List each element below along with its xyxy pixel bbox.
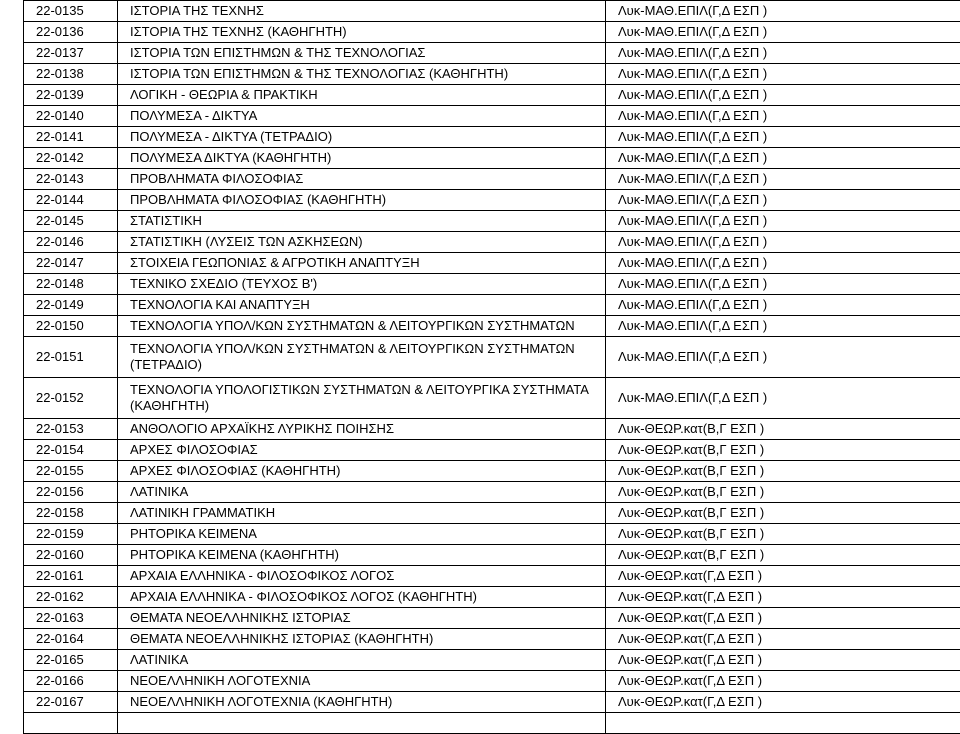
book-code-cell: 22-0137 — [24, 43, 118, 64]
book-code-cell: 22-0146 — [24, 232, 118, 253]
book-title-cell: ΑΝΘΟΛΟΓΙΟ ΑΡΧΑΪΚΗΣ ΛΥΡΙΚΗΣ ΠΟΙΗΣΗΣ — [118, 419, 606, 440]
book-code-cell: 22-0147 — [24, 253, 118, 274]
book-code-cell: 22-0162 — [24, 587, 118, 608]
table-row — [24, 461, 960, 482]
table-row — [24, 1, 960, 22]
book-title-cell: ΛΟΓΙΚΗ - ΘΕΩΡΙΑ & ΠΡΑΚΤΙΚΗ — [118, 85, 606, 106]
table-row — [24, 378, 960, 419]
table-row — [24, 337, 960, 378]
book-title-cell: ΘΕΜΑΤΑ ΝΕΟΕΛΛΗΝΙΚΗΣ ΙΣΤΟΡΙΑΣ (ΚΑΘΗΓΗΤΗ) — [118, 629, 606, 650]
book-title-cell: ΛΑΤΙΝΙΚΑ — [118, 482, 606, 503]
book-category-cell: Λυκ-ΜΑΘ.ΕΠΙΛ(Γ,Δ ΕΣΠ ) — [606, 316, 960, 337]
book-code-cell: 22-0155 — [24, 461, 118, 482]
book-code-cell: 22-0167 — [24, 692, 118, 713]
table-row — [24, 482, 960, 503]
book-code-cell: 22-0161 — [24, 566, 118, 587]
table-row — [24, 274, 960, 295]
book-category-cell: Λυκ-ΜΑΘ.ΕΠΙΛ(Γ,Δ ΕΣΠ ) — [606, 274, 960, 295]
table-row — [24, 253, 960, 274]
book-code-cell: 22-0153 — [24, 419, 118, 440]
book-title-cell: ΙΣΤΟΡΙΑ ΤΗΣ ΤΕΧΝΗΣ (ΚΑΘΗΓΗΤΗ) — [118, 22, 606, 43]
book-category-cell: Λυκ-ΘΕΩΡ.κατ(Γ,Δ ΕΣΠ ) — [606, 671, 960, 692]
table-row — [24, 440, 960, 461]
book-category-cell: Λυκ-ΜΑΘ.ΕΠΙΛ(Γ,Δ ΕΣΠ ) — [606, 253, 960, 274]
book-code-cell: 22-0160 — [24, 545, 118, 566]
table-row — [24, 524, 960, 545]
table-row — [24, 190, 960, 211]
table-row — [24, 692, 960, 713]
book-code-cell: 22-0164 — [24, 629, 118, 650]
book-category-cell: Λυκ-ΜΑΘ.ΕΠΙΛ(Γ,Δ ΕΣΠ ) — [606, 127, 960, 148]
table-row — [24, 545, 960, 566]
book-code-cell: 22-0152 — [24, 378, 118, 419]
table-row — [24, 608, 960, 629]
book-category-cell: Λυκ-ΘΕΩΡ.κατ(Β,Γ ΕΣΠ ) — [606, 524, 960, 545]
book-code-cell: 22-0154 — [24, 440, 118, 461]
book-title-cell: ΣΤΑΤΙΣΤΙΚΗ (ΛΥΣΕΙΣ ΤΩΝ ΑΣΚΗΣΕΩΝ) — [118, 232, 606, 253]
book-category-cell: Λυκ-ΜΑΘ.ΕΠΙΛ(Γ,Δ ΕΣΠ ) — [606, 190, 960, 211]
book-title-cell: ΑΡΧΕΣ ΦΙΛΟΣΟΦΙΑΣ (ΚΑΘΗΓΗΤΗ) — [118, 461, 606, 482]
book-category-cell: Λυκ-ΜΑΘ.ΕΠΙΛ(Γ,Δ ΕΣΠ ) — [606, 64, 960, 85]
book-category-cell: Λυκ-ΘΕΩΡ.κατ(Γ,Δ ΕΣΠ ) — [606, 587, 960, 608]
book-category-cell: Λυκ-ΘΕΩΡ.κατ(Β,Γ ΕΣΠ ) — [606, 482, 960, 503]
book-code-cell: 22-0158 — [24, 503, 118, 524]
book-category-cell: Λυκ-ΜΑΘ.ΕΠΙΛ(Γ,Δ ΕΣΠ ) — [606, 22, 960, 43]
table-row — [24, 587, 960, 608]
book-title-cell: ΘΕΜΑΤΑ ΝΕΟΕΛΛΗΝΙΚΗΣ ΙΣΤΟΡΙΑΣ — [118, 608, 606, 629]
book-title-cell: ΠΡΟΒΛΗΜΑΤΑ ΦΙΛΟΣΟΦΙΑΣ — [118, 169, 606, 190]
book-category-cell: Λυκ-ΜΑΘ.ΕΠΙΛ(Γ,Δ ΕΣΠ ) — [606, 106, 960, 127]
book-title-cell: ΣΤΟΙΧΕΙΑ ΓΕΩΠΟΝΙΑΣ & ΑΓΡΟΤΙΚΗ ΑΝΑΠΤΥΞΗ — [118, 253, 606, 274]
book-category-cell: Λυκ-ΘΕΩΡ.κατ(Β,Γ ΕΣΠ ) — [606, 461, 960, 482]
book-code-cell: 22-0144 — [24, 190, 118, 211]
book-catalog-table — [23, 0, 960, 734]
book-code-cell: 22-0148 — [24, 274, 118, 295]
book-category-cell: Λυκ-ΘΕΩΡ.κατ(Β,Γ ΕΣΠ ) — [606, 503, 960, 524]
book-category-cell: Λυκ-ΘΕΩΡ.κατ(Γ,Δ ΕΣΠ ) — [606, 629, 960, 650]
table-row — [24, 503, 960, 524]
book-title-cell: ΑΡΧΕΣ ΦΙΛΟΣΟΦΙΑΣ — [118, 440, 606, 461]
book-title-cell: ΤΕΧΝΙΚΟ ΣΧΕΔΙΟ (ΤΕΥΧΟΣ Β') — [118, 274, 606, 295]
book-category-cell: Λυκ-ΘΕΩΡ.κατ(Γ,Δ ΕΣΠ ) — [606, 566, 960, 587]
book-title-cell: ΠΟΛΥΜΕΣΑ - ΔΙΚΤΥΑ — [118, 106, 606, 127]
book-category-cell: Λυκ-ΘΕΩΡ.κατ(Β,Γ ΕΣΠ ) — [606, 545, 960, 566]
book-category-cell: Λυκ-ΜΑΘ.ΕΠΙΛ(Γ,Δ ΕΣΠ ) — [606, 211, 960, 232]
book-title-cell — [118, 713, 606, 734]
book-code-cell: 22-0156 — [24, 482, 118, 503]
book-title-cell: ΙΣΤΟΡΙΑ ΤΗΣ ΤΕΧΝΗΣ — [118, 1, 606, 22]
book-code-cell: 22-0140 — [24, 106, 118, 127]
book-title-cell: ΛΑΤΙΝΙΚΗ ΓΡΑΜΜΑΤΙΚΗ — [118, 503, 606, 524]
book-code-cell: 22-0150 — [24, 316, 118, 337]
table-row — [24, 316, 960, 337]
book-title-cell: ΝΕΟΕΛΛΗΝΙΚΗ ΛΟΓΟΤΕΧΝΙΑ — [118, 671, 606, 692]
book-category-cell — [606, 713, 960, 734]
table-row — [24, 419, 960, 440]
book-category-cell: Λυκ-ΜΑΘ.ΕΠΙΛ(Γ,Δ ΕΣΠ ) — [606, 169, 960, 190]
book-code-cell: 22-0163 — [24, 608, 118, 629]
book-category-cell: Λυκ-ΜΑΘ.ΕΠΙΛ(Γ,Δ ΕΣΠ ) — [606, 43, 960, 64]
book-title-cell: ΑΡΧΑΙΑ ΕΛΛΗΝΙΚΑ - ΦΙΛΟΣΟΦΙΚΟΣ ΛΟΓΟΣ — [118, 566, 606, 587]
table-row — [24, 713, 960, 734]
book-title-cell: ΝΕΟΕΛΛΗΝΙΚΗ ΛΟΓΟΤΕΧΝΙΑ (ΚΑΘΗΓΗΤΗ) — [118, 692, 606, 713]
book-code-cell: 22-0141 — [24, 127, 118, 148]
book-category-cell: Λυκ-ΘΕΩΡ.κατ(Γ,Δ ΕΣΠ ) — [606, 608, 960, 629]
book-category-cell: Λυκ-ΜΑΘ.ΕΠΙΛ(Γ,Δ ΕΣΠ ) — [606, 148, 960, 169]
book-code-cell: 22-0139 — [24, 85, 118, 106]
table-row — [24, 106, 960, 127]
book-category-cell: Λυκ-ΜΑΘ.ΕΠΙΛ(Γ,Δ ΕΣΠ ) — [606, 232, 960, 253]
table-row — [24, 295, 960, 316]
book-category-cell: Λυκ-ΘΕΩΡ.κατ(Γ,Δ ΕΣΠ ) — [606, 650, 960, 671]
table-row — [24, 650, 960, 671]
book-title-cell: ΑΡΧΑΙΑ ΕΛΛΗΝΙΚΑ - ΦΙΛΟΣΟΦΙΚΟΣ ΛΟΓΟΣ (ΚΑΘΗΓΗΤΗ) — [118, 587, 606, 608]
book-title-cell: ΙΣΤΟΡΙΑ ΤΩΝ ΕΠΙΣΤΗΜΩΝ & ΤΗΣ ΤΕΧΝΟΛΟΓΙΑΣ — [118, 43, 606, 64]
book-category-cell: Λυκ-ΜΑΘ.ΕΠΙΛ(Γ,Δ ΕΣΠ ) — [606, 295, 960, 316]
book-title-cell: ΣΤΑΤΙΣΤΙΚΗ — [118, 211, 606, 232]
book-category-cell: Λυκ-ΜΑΘ.ΕΠΙΛ(Γ,Δ ΕΣΠ ) — [606, 85, 960, 106]
book-code-cell: 22-0145 — [24, 211, 118, 232]
book-code-cell: 22-0159 — [24, 524, 118, 545]
book-code-cell: 22-0166 — [24, 671, 118, 692]
book-code-cell: 22-0142 — [24, 148, 118, 169]
table-row — [24, 169, 960, 190]
book-title-cell: ΙΣΤΟΡΙΑ ΤΩΝ ΕΠΙΣΤΗΜΩΝ & ΤΗΣ ΤΕΧΝΟΛΟΓΙΑΣ (ΚΑΘΗΓΗΤΗ) — [118, 64, 606, 85]
book-title-cell: ΤΕΧΝΟΛΟΓΙΑ ΥΠΟΛΟΓΙΣΤΙΚΩΝ ΣΥΣΤΗΜΑΤΩΝ & ΛΕΙΤΟΥΡΓΙΚΑ ΣΥΣΤΗΜΑΤΑ (ΚΑΘΗΓΗΤΗ) — [118, 378, 606, 419]
book-code-cell: 22-0151 — [24, 337, 118, 378]
book-code-cell: 22-0138 — [24, 64, 118, 85]
book-code-cell: 22-0165 — [24, 650, 118, 671]
catalog-table-body — [24, 1, 960, 734]
book-category-cell: Λυκ-ΜΑΘ.ΕΠΙΛ(Γ,Δ ΕΣΠ ) — [606, 337, 960, 378]
table-row — [24, 64, 960, 85]
book-category-cell: Λυκ-ΘΕΩΡ.κατ(Β,Γ ΕΣΠ ) — [606, 440, 960, 461]
book-title-cell: ΡΗΤΟΡΙΚΑ ΚΕΙΜΕΝΑ — [118, 524, 606, 545]
table-row — [24, 211, 960, 232]
table-row — [24, 43, 960, 64]
book-title-cell: ΠΡΟΒΛΗΜΑΤΑ ΦΙΛΟΣΟΦΙΑΣ (ΚΑΘΗΓΗΤΗ) — [118, 190, 606, 211]
table-row — [24, 629, 960, 650]
book-category-cell: Λυκ-ΘΕΩΡ.κατ(Γ,Δ ΕΣΠ ) — [606, 692, 960, 713]
book-category-cell: Λυκ-ΜΑΘ.ΕΠΙΛ(Γ,Δ ΕΣΠ ) — [606, 378, 960, 419]
book-title-cell: ΠΟΛΥΜΕΣΑ ΔΙΚΤΥΑ (ΚΑΘΗΓΗΤΗ) — [118, 148, 606, 169]
book-code-cell: 22-0135 — [24, 1, 118, 22]
table-row — [24, 671, 960, 692]
book-title-cell: ΡΗΤΟΡΙΚΑ ΚΕΙΜΕΝΑ (ΚΑΘΗΓΗΤΗ) — [118, 545, 606, 566]
table-row — [24, 127, 960, 148]
book-title-cell: ΤΕΧΝΟΛΟΓΙΑ ΥΠΟΛ/ΚΩΝ ΣΥΣΤΗΜΑΤΩΝ & ΛΕΙΤΟΥΡΓΙΚΩΝ ΣΥΣΤΗΜΑΤΩΝ (ΤΕΤΡΑΔΙΟ) — [118, 337, 606, 378]
book-category-cell: Λυκ-ΜΑΘ.ΕΠΙΛ(Γ,Δ ΕΣΠ ) — [606, 1, 960, 22]
book-code-cell: 22-0143 — [24, 169, 118, 190]
book-code-cell: 22-0149 — [24, 295, 118, 316]
book-title-cell: ΤΕΧΝΟΛΟΓΙΑ ΥΠΟΛ/ΚΩΝ ΣΥΣΤΗΜΑΤΩΝ & ΛΕΙΤΟΥΡΓΙΚΩΝ ΣΥΣΤΗΜΑΤΩΝ — [118, 316, 606, 337]
table-row — [24, 148, 960, 169]
book-category-cell: Λυκ-ΘΕΩΡ.κατ(Β,Γ ΕΣΠ ) — [606, 419, 960, 440]
table-row — [24, 232, 960, 253]
book-title-cell: ΠΟΛΥΜΕΣΑ - ΔΙΚΤΥΑ (ΤΕΤΡΑΔΙΟ) — [118, 127, 606, 148]
book-title-cell: ΛΑΤΙΝΙΚΑ — [118, 650, 606, 671]
table-row — [24, 22, 960, 43]
book-code-cell — [24, 713, 118, 734]
table-row — [24, 85, 960, 106]
book-code-cell: 22-0136 — [24, 22, 118, 43]
book-title-cell: ΤΕΧΝΟΛΟΓΙΑ ΚΑΙ ΑΝΑΠΤΥΞΗ — [118, 295, 606, 316]
table-row — [24, 566, 960, 587]
